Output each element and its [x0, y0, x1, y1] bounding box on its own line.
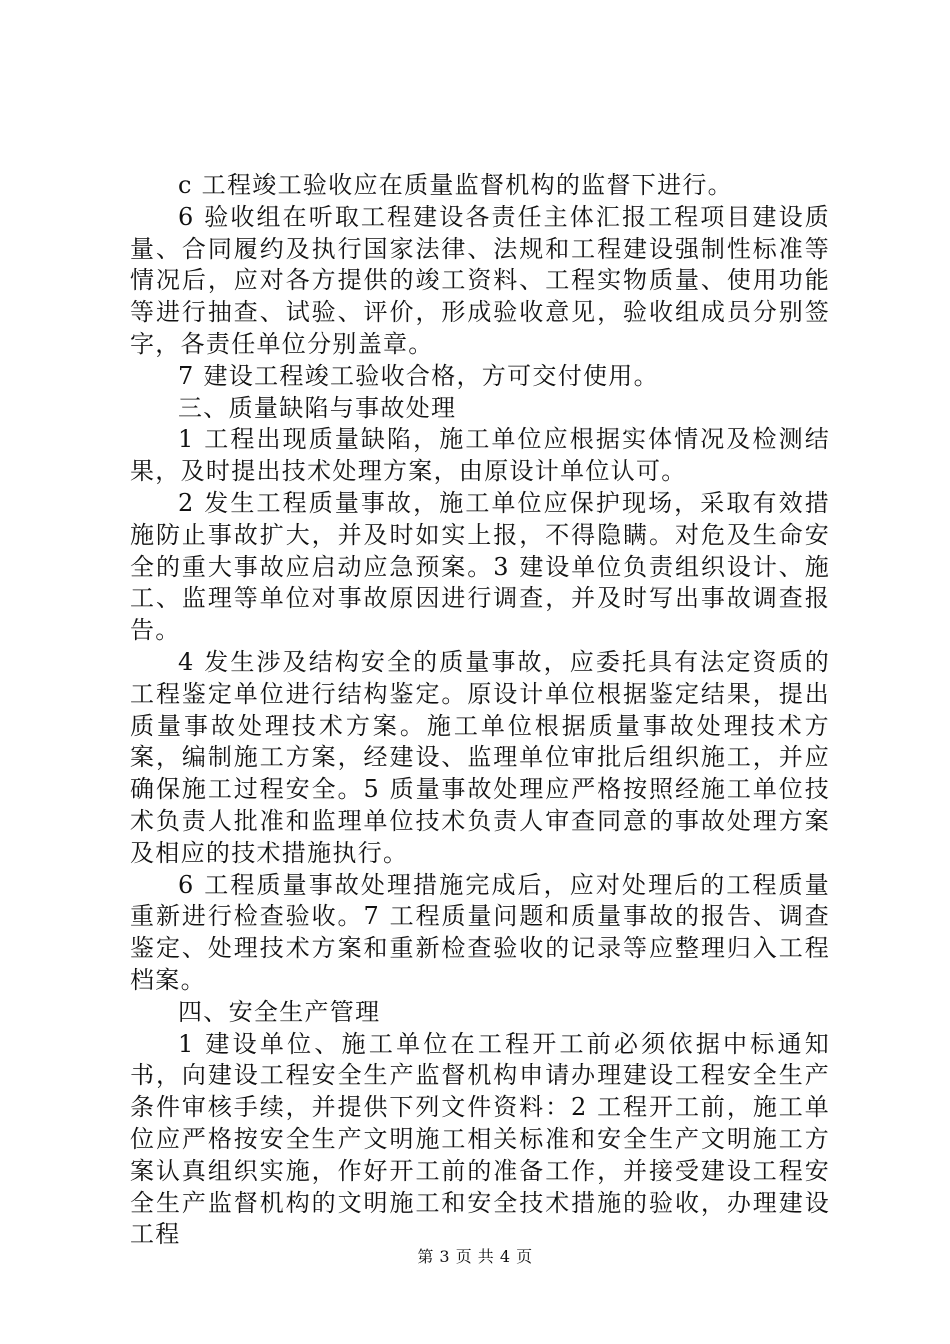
paragraph-acceptance-qualified: 7 建设工程竣工验收合格，方可交付使用。 [178, 361, 659, 390]
paragraph-structural-accident: 4 发生涉及结构安全的质量事故，应委托具有法定资质的工程鉴定单位进行结构鉴定。原设计单位根据鉴定结果，提出质量事故处理技术方案。施工单位根据质量事故处理技术方案，编制施工方案，经建设、监理单位审批后组织施工，并应确保施工过程安全。5 质量事故处理应严格按照经施工单位技术负责人批准和监理单位技术负责人审查同意的事故处理方案及相应的技术措施执行。 [130, 647, 830, 867]
paragraph-accident-reinspection: 6 工程质量事故处理措施完成后，应对处理后的工程质量重新进行检查验收。7 工程质量问题和质量事故的报告、调查鉴定、处理技术方案和重新检查验收的记录等应整理归入工程档案。 [130, 870, 830, 994]
section-heading-quality-defects: 三、质量缺陷与事故处理 [178, 393, 457, 422]
paragraph-acceptance-group: 6 验收组在听取工程建设各责任主体汇报工程项目建设质量、合同履约及执行国家法律、法规和工程建设强制性标准等情况后，应对各方提供的竣工资料、工程实物质量、使用功能等进行抽查、试验、评价，形成验收意见，验收组成员分别签字，各责任单位分别盖章。 [130, 202, 830, 358]
paragraph-acceptance-supervision: c 工程竣工验收应在质量监督机构的监督下进行。 [178, 171, 733, 199]
paragraph-quality-defect: 1 工程出现质量缺陷，施工单位应根据实体情况及检测结果，及时提出技术处理方案，由原设计单位认可。 [130, 425, 830, 486]
document-body [130, 170, 830, 1251]
paragraph-quality-accident: 2 发生工程质量事故，施工单位应保护现场，采取有效措施防止事故扩大，并及时如实上报，不得隐瞒。对危及生命安全的重大事故应启动应急预案。3 建设单位负责组织设计、施工、监理等单位对事故原因进行调查，并及时写出事故调查报告。 [130, 488, 830, 645]
page-number-footer: 第 3 页 共 4 页 [417, 1247, 533, 1266]
section-heading-safety-management: 四、安全生产管理 [178, 997, 381, 1026]
paragraph-safety-procedures: 1 建设单位、施工单位在工程开工前必须依据中标通知书，向建设工程安全生产监督机构申请办理建设工程安全生产条件审核手续，并提供下列文件资料：2 工程开工前，施工单位应严格按安全生产文明施工相关标准和安全生产文明施工方案认真组织实施，作好开工前的准备工作，并接受建设工程安全生产监督机构的文明施工和安全技术措施的验收，办理建设工程 [130, 1029, 830, 1249]
